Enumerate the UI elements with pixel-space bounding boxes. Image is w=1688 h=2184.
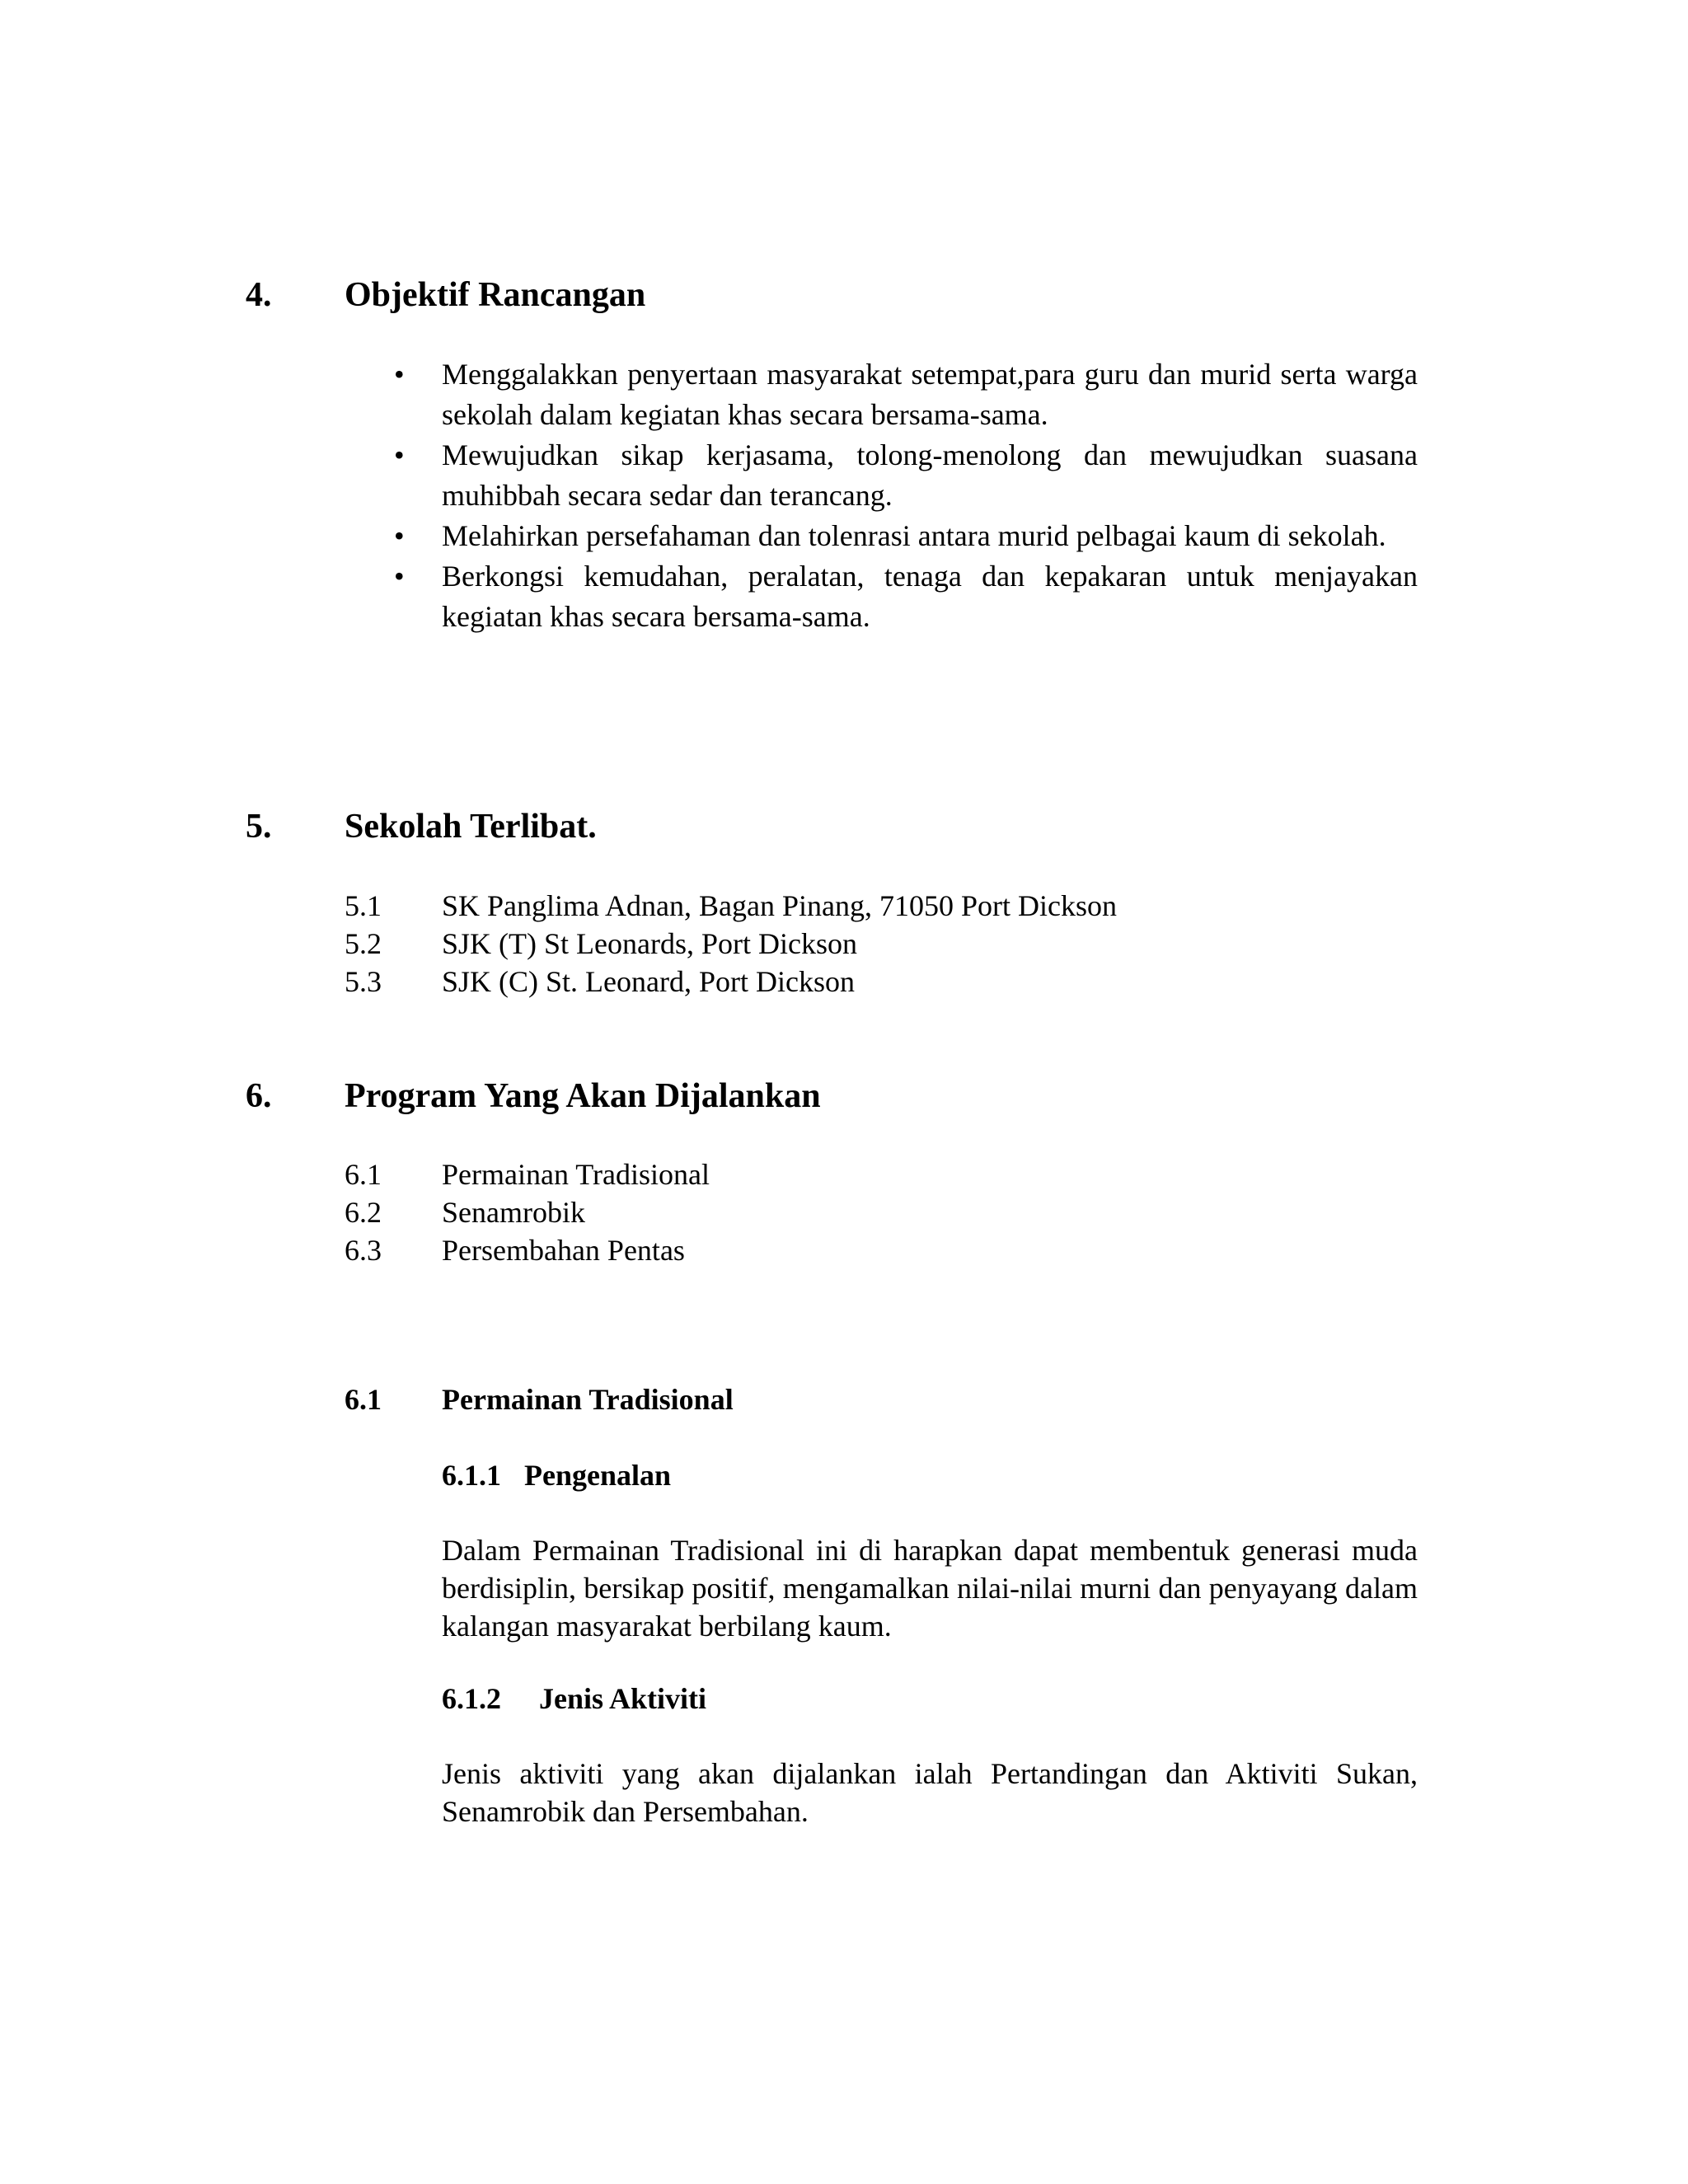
subsection-title: Pengenalan (524, 1459, 672, 1492)
schools-list (345, 887, 1117, 1001)
section-number: 4. (246, 276, 272, 314)
section-title: Program Yang Akan Dijalankan (345, 1077, 821, 1115)
list-item (345, 1231, 710, 1269)
subsection-title: Jenis Aktiviti (539, 1682, 707, 1715)
subsection-6-1-heading (345, 1381, 734, 1418)
section-title: Objektif Rancangan (345, 276, 646, 314)
list-item (345, 1155, 710, 1193)
programs-list (345, 1155, 710, 1269)
list-item (345, 963, 1117, 1001)
list-item (394, 516, 1418, 556)
bullet-icon: • (394, 358, 405, 391)
section-5-heading (246, 806, 597, 847)
section-title: Sekolah Terlibat. (345, 808, 597, 846)
subsection-number: 6.1 (345, 1383, 382, 1416)
list-item (345, 887, 1117, 925)
item-text: SJK (C) St. Leonard, Port Dickson (442, 965, 855, 998)
objectives-list (394, 354, 1418, 637)
section-number: 5. (246, 808, 272, 846)
item-number: 5.1 (345, 889, 382, 922)
bullet-icon: • (394, 560, 405, 593)
item-number: 5.3 (345, 965, 382, 998)
list-item (345, 925, 1117, 963)
subsection-number: 6.1.2 (442, 1682, 501, 1715)
bullet-text: Mewujudkan sikap kerjasama, tolong-menolong dan mewujudkan suasana muhibbah secara sedar dan terancang. (442, 438, 1418, 512)
jenis-aktiviti-paragraph: Jenis aktiviti yang akan dijalankan ialah Pertandingan dan Aktiviti Sukan, Senamrobik dan Persembahan. (442, 1757, 1418, 1828)
item-text: SK Panglima Adnan, Bagan Pinang, 71050 Port Dickson (442, 889, 1117, 922)
subsection-6-1-2-heading (442, 1680, 706, 1717)
bullet-text: Menggalakkan penyertaan masyarakat setempat,para guru dan murid serta warga sekolah dalam kegiatan khas secara bersama-sama. (442, 358, 1418, 431)
section-6-heading (246, 1076, 821, 1117)
bullet-text: Berkongsi kemudahan, peralatan, tenaga dan kepakaran untuk menjayakan kegiatan khas secara bersama-sama. (442, 560, 1418, 633)
subsection-6-1-1-heading (442, 1457, 671, 1493)
section-number: 6. (246, 1077, 272, 1115)
item-number: 6.3 (345, 1234, 382, 1267)
item-number: 6.1 (345, 1158, 382, 1191)
bullet-icon: • (394, 438, 405, 471)
item-text: Senamrobik (442, 1196, 585, 1229)
list-item (345, 1193, 710, 1231)
bullet-text: Melahirkan persefahaman dan tolenrasi antara murid pelbagai kaum di sekolah. (442, 519, 1386, 552)
bullet-icon: • (394, 519, 405, 552)
item-number: 5.2 (345, 927, 382, 960)
item-text: SJK (T) St Leonards, Port Dickson (442, 927, 857, 960)
item-text: Permainan Tradisional (442, 1158, 710, 1191)
list-item (394, 354, 1418, 435)
list-item (394, 556, 1418, 637)
subsection-number: 6.1.1 (442, 1459, 501, 1492)
list-item (394, 435, 1418, 516)
pengenalan-paragraph: Dalam Permainan Tradisional ini di harapkan dapat membentuk generasi muda berdisiplin, bersikap positif, mengamalkan nilai-nilai murni dan penyayang dalam kalangan masyarakat berbilang kaum. (442, 1534, 1418, 1643)
item-number: 6.2 (345, 1196, 382, 1229)
subsection-title: Permainan Tradisional (442, 1383, 734, 1416)
section-4-heading (246, 274, 645, 316)
item-text: Persembahan Pentas (442, 1234, 685, 1267)
